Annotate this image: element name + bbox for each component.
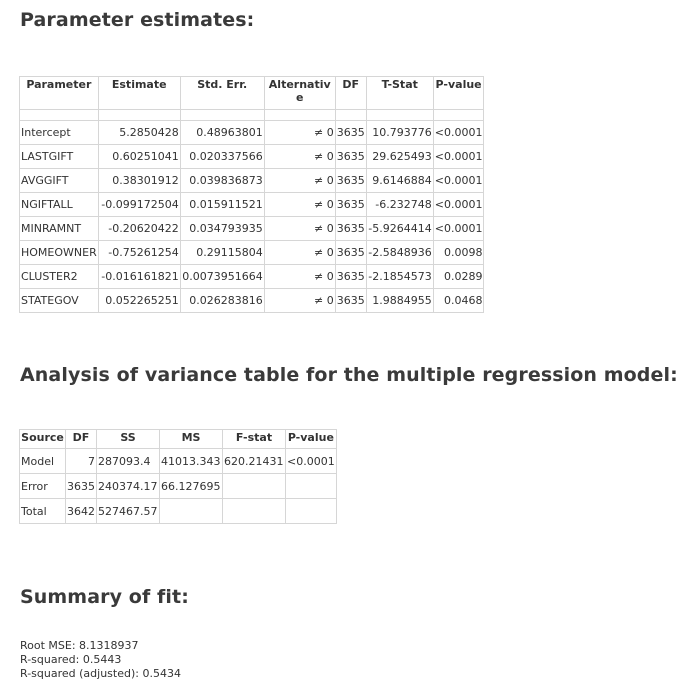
param-estimate: -0.20620422 [98, 217, 180, 241]
col-header-source: Source [20, 430, 66, 449]
param-std-err: 0.039836873 [180, 169, 264, 193]
param-t-stat: -5.9264414 [366, 217, 433, 241]
param-df: 3635 [335, 241, 366, 265]
table-row [20, 499, 337, 524]
col-header-std-err: Std. Err. [180, 77, 264, 110]
param-name: HOMEOWNER [20, 241, 99, 265]
param-p-value: <0.0001 [433, 145, 484, 169]
col-header-p-value: P-value [286, 430, 337, 449]
param-estimate: -0.099172504 [98, 193, 180, 217]
col-header-f-stat: F-stat [223, 430, 286, 449]
param-p-value: 0.0098 [433, 241, 484, 265]
param-name: Intercept [20, 121, 99, 145]
param-name: AVGGIFT [20, 169, 99, 193]
param-alternative: ≠ 0 [264, 121, 335, 145]
param-p-value: 0.0289 [433, 265, 484, 289]
anova-f-stat [223, 474, 286, 499]
anova-f-stat: 620.21431 [223, 449, 286, 474]
table-header-row [20, 77, 484, 110]
col-header-df: DF [66, 430, 97, 449]
param-name: STATEGOV [20, 289, 99, 313]
param-estimate: 0.052265251 [98, 289, 180, 313]
col-header-p-value: P-value [433, 77, 484, 110]
anova-df: 7 [66, 449, 97, 474]
anova-f-stat [223, 499, 286, 524]
param-p-value: <0.0001 [433, 193, 484, 217]
table-row [20, 193, 484, 217]
param-t-stat: -2.5848936 [366, 241, 433, 265]
param-alternative: ≠ 0 [264, 169, 335, 193]
param-name: LASTGIFT [20, 145, 99, 169]
param-estimate: -0.75261254 [98, 241, 180, 265]
param-df: 3635 [335, 193, 366, 217]
anova-df: 3635 [66, 474, 97, 499]
table-row [20, 474, 337, 499]
param-t-stat: 9.6146884 [366, 169, 433, 193]
param-name: MINRAMNT [20, 217, 99, 241]
table-row [20, 289, 484, 313]
param-df: 3635 [335, 145, 366, 169]
col-header-t-stat: T-Stat [366, 77, 433, 110]
table-row [20, 121, 484, 145]
col-header-df: DF [335, 77, 366, 110]
anova-ss: 527467.57 [97, 499, 160, 524]
root-mse-line: Root MSE: 8.1318937 [20, 639, 139, 652]
anova-ss: 287093.4 [97, 449, 160, 474]
param-name: NGIFTALL [20, 193, 99, 217]
param-alternative: ≠ 0 [264, 145, 335, 169]
table-row [20, 449, 337, 474]
param-estimate: 0.60251041 [98, 145, 180, 169]
param-alternative: ≠ 0 [264, 193, 335, 217]
fit-heading: Summary of fit: [20, 586, 189, 608]
table-row [20, 169, 484, 193]
table-row [20, 145, 484, 169]
param-std-err: 0.020337566 [180, 145, 264, 169]
param-std-err: 0.0073951664 [180, 265, 264, 289]
anova-table [19, 429, 337, 524]
col-header-parameter: Parameter [20, 77, 99, 110]
anova-p-value [286, 474, 337, 499]
anova-ms [160, 499, 223, 524]
param-alternative: ≠ 0 [264, 289, 335, 313]
fit-summary [20, 639, 181, 681]
param-t-stat: 1.9884955 [366, 289, 433, 313]
table-row [20, 265, 484, 289]
param-estimate: -0.016161821 [98, 265, 180, 289]
r-squared-adjusted-line: R-squared (adjusted): 0.5434 [20, 667, 181, 680]
param-p-value: <0.0001 [433, 217, 484, 241]
param-t-stat: 29.625493 [366, 145, 433, 169]
params-heading: Parameter estimates: [20, 9, 255, 31]
param-df: 3635 [335, 289, 366, 313]
param-t-stat: -2.1854573 [366, 265, 433, 289]
param-std-err: 0.48963801 [180, 121, 264, 145]
col-header-ms: MS [160, 430, 223, 449]
anova-source: Model [20, 449, 66, 474]
parameter-estimates-table [19, 76, 484, 313]
r-squared-line: R-squared: 0.5443 [20, 653, 122, 666]
anova-ms: 41013.343 [160, 449, 223, 474]
param-alternative: ≠ 0 [264, 217, 335, 241]
param-t-stat: 10.793776 [366, 121, 433, 145]
param-name: CLUSTER2 [20, 265, 99, 289]
param-p-value: 0.0468 [433, 289, 484, 313]
table-row [20, 217, 484, 241]
spacer-row [20, 110, 484, 121]
anova-source: Error [20, 474, 66, 499]
anova-ms: 66.127695 [160, 474, 223, 499]
param-t-stat: -6.232748 [366, 193, 433, 217]
param-estimate: 5.2850428 [98, 121, 180, 145]
anova-heading: Analysis of variance table for the multiple regression model: [20, 364, 678, 386]
anova-p-value: <0.0001 [286, 449, 337, 474]
table-header-row [20, 430, 337, 449]
anova-p-value [286, 499, 337, 524]
col-header-estimate: Estimate [98, 77, 180, 110]
col-header-ss: SS [97, 430, 160, 449]
param-std-err: 0.015911521 [180, 193, 264, 217]
param-alternative: ≠ 0 [264, 265, 335, 289]
table-row [20, 241, 484, 265]
col-header-alternative: Alternativ e [264, 77, 335, 110]
anova-source: Total [20, 499, 66, 524]
param-p-value: <0.0001 [433, 121, 484, 145]
anova-df: 3642 [66, 499, 97, 524]
param-std-err: 0.034793935 [180, 217, 264, 241]
param-df: 3635 [335, 217, 366, 241]
param-std-err: 0.29115804 [180, 241, 264, 265]
param-df: 3635 [335, 121, 366, 145]
anova-ss: 240374.17 [97, 474, 160, 499]
param-alternative: ≠ 0 [264, 241, 335, 265]
param-estimate: 0.38301912 [98, 169, 180, 193]
param-df: 3635 [335, 169, 366, 193]
param-df: 3635 [335, 265, 366, 289]
param-p-value: <0.0001 [433, 169, 484, 193]
param-std-err: 0.026283816 [180, 289, 264, 313]
